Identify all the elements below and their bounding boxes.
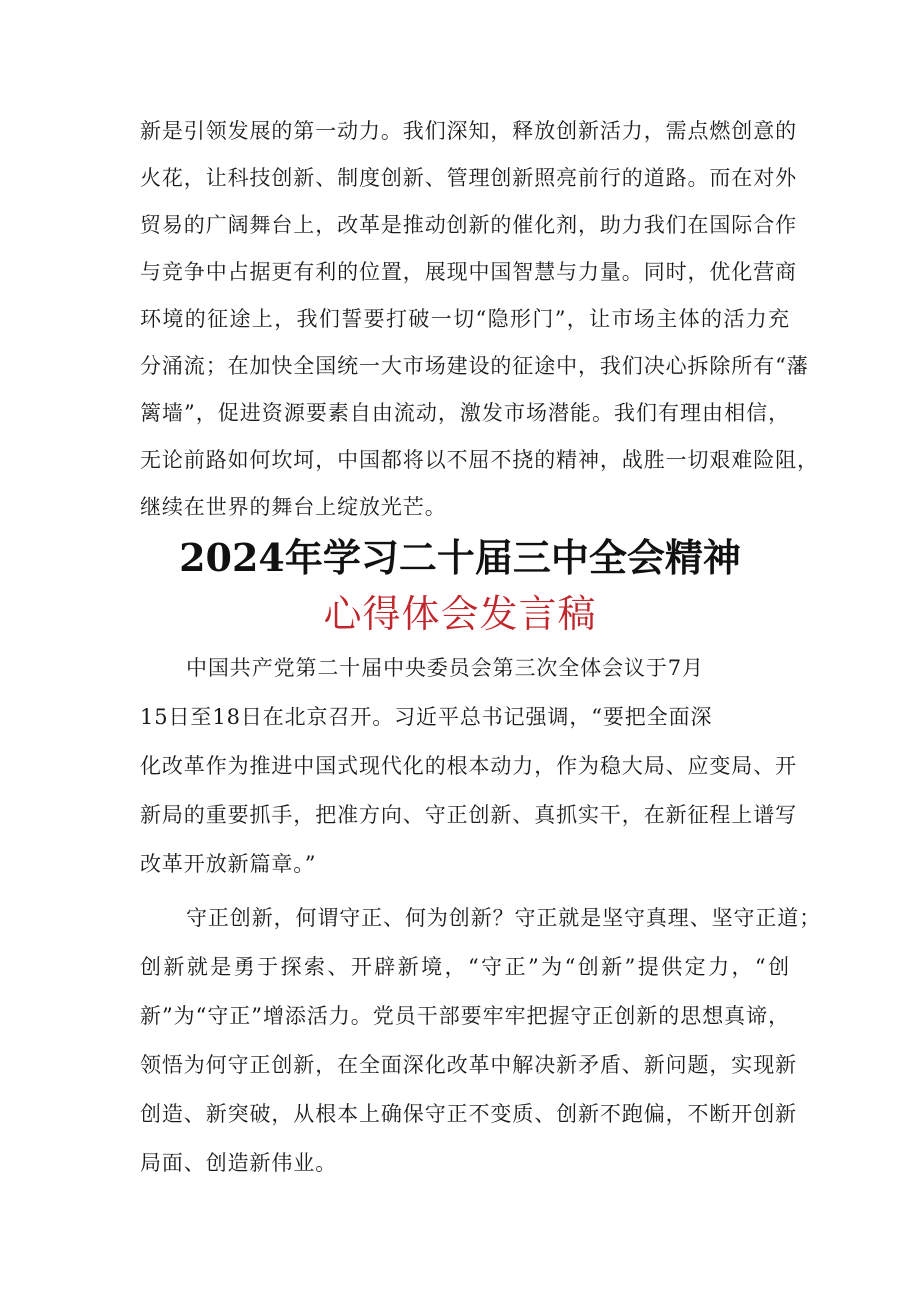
text-line: 改革开放新篇章。” [140,852,317,876]
text-line: 无论前路如何坎坷，中国都将以不屈不挠的精神，战胜一切艰难险阻， [140,448,819,472]
text-line: 篱墙”，促进资源要素自由流动，激发市场潜能。我们有理由相信， [140,401,790,425]
text-line: 新”为“守正”增添活力。党员干部要牢牢把握守正创新的思想真谛， [140,1004,790,1028]
document-subtitle: 心得体会发言稿 [323,592,597,636]
text-line: 与竞争中占据更有利的位置，展现中国智慧与力量。同时，优化营商 [140,260,797,284]
text-line: 创新就是勇于探索、开辟新境，“守正”为“创新”提供定力，“创 [140,955,790,979]
text-line: 分涌流；在加快全国统一大市场建设的征途中，我们决心拆除所有“藩 [140,354,809,378]
text-line: 贸易的广阔舞台上，改革是推动创新的催化剂，助力我们在国际合作 [140,213,797,237]
document-title: 2024年学习二十届三中全会精神 [179,535,741,580]
text-line: 中国共产党第二十届中央委员会第三次全体会议于7月 [186,656,704,680]
text-line: 创造、新突破，从根本上确保守正不变质、创新不跑偏，不断开创新 [140,1102,797,1126]
text-line: 领悟为何守正创新，在全面深化改革中解决新矛盾、新问题，实现新 [140,1053,797,1077]
text-line: 环境的征途上，我们誓要打破一切“隐形门”，让市场主体的活力充 [140,307,790,331]
text-line: 化改革作为推进中国式现代化的根本动力，作为稳大局、应变局、开 [140,754,797,778]
text-line: 守正创新，何谓守正、何为创新？守正就是坚守真理、坚守正道； [186,906,822,930]
text-line: 局面、创造新伟业。 [140,1151,338,1175]
text-line: 新局的重要抓手，把准方向、守正创新、真抓实干，在新征程上谱写 [140,803,797,827]
text-line: 继续在世界的舞台上绽放光芒。 [140,495,447,519]
text-line: 新是引领发展的第一动力。我们深知，释放创新活力，需点燃创意的 [140,119,797,143]
text-line: 15日至18日在北京召开。习近平总书记强调，“要把全面深 [140,705,713,729]
text-line: 火花，让科技创新、制度创新、管理创新照亮前行的道路。而在对外 [140,166,797,190]
